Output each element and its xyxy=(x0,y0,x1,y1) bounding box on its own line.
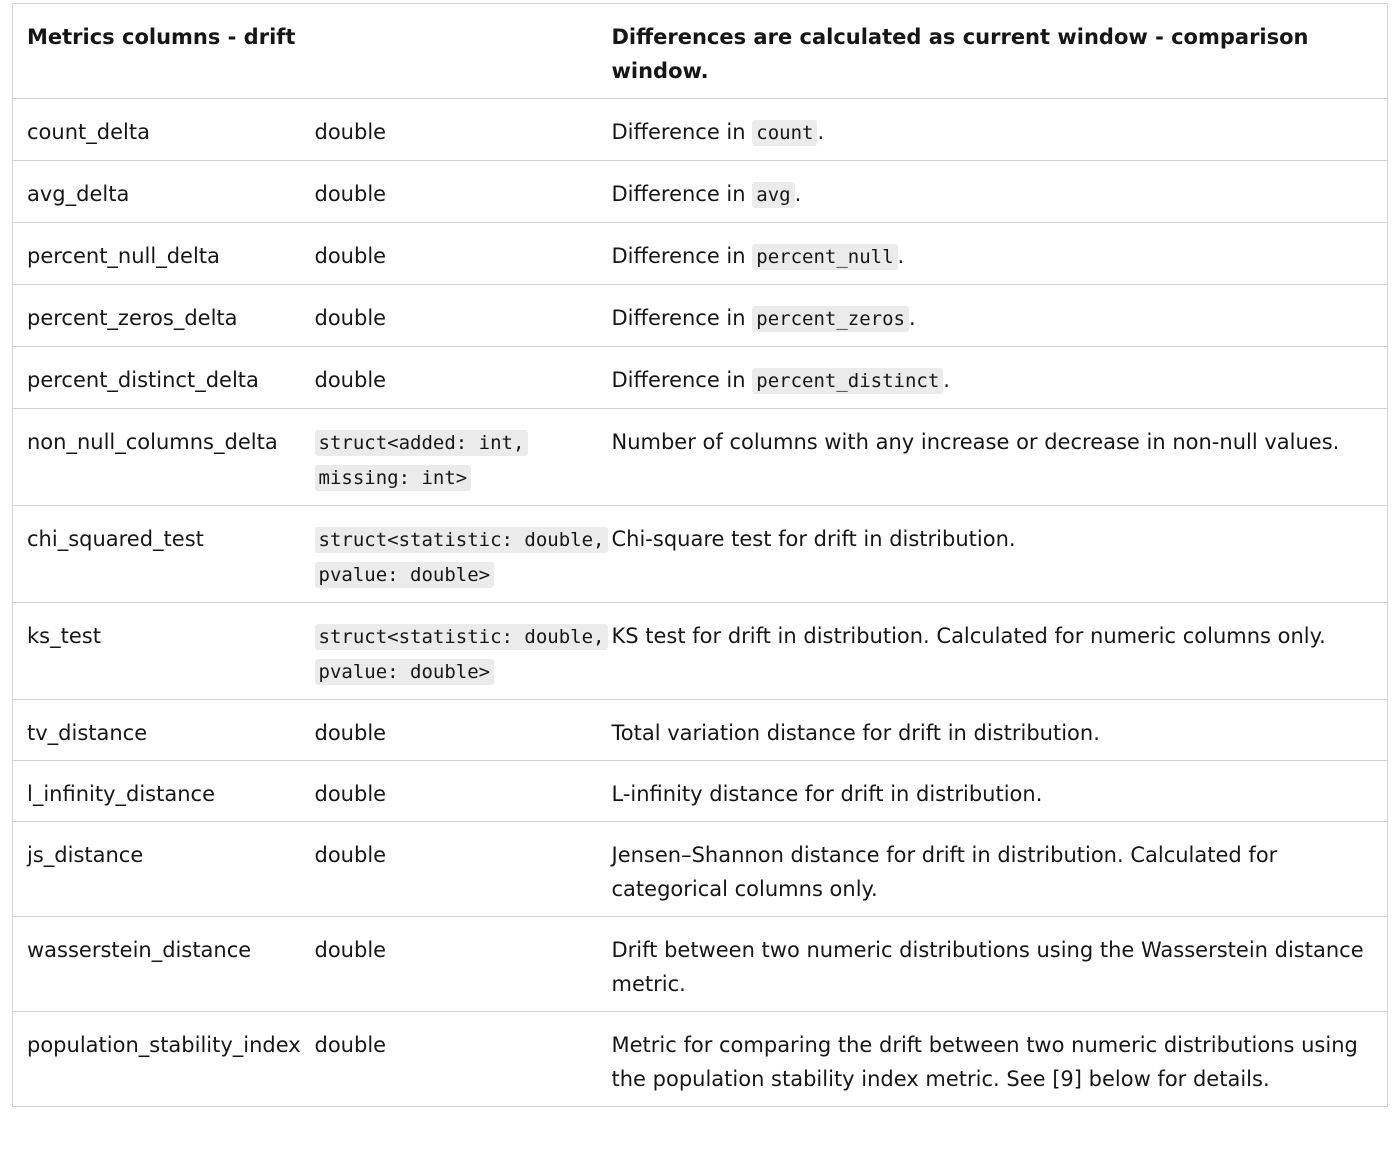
column-name-cell: ks_test xyxy=(13,603,315,700)
table-row xyxy=(13,603,1388,700)
description-text: Difference in xyxy=(611,306,753,330)
table-row xyxy=(13,99,1388,161)
description-code: percent_distinct xyxy=(752,368,943,394)
column-description-cell xyxy=(612,99,1388,161)
description-text: Chi-square test for drift in distribution. xyxy=(611,527,1016,551)
column-name-cell: chi_squared_test xyxy=(13,506,315,603)
table-row xyxy=(13,761,1388,822)
table-row xyxy=(13,409,1388,506)
description-text: Jensen–Shannon distance for drift in distribution. Calculated for categorical columns only. xyxy=(611,843,1278,901)
column-description-cell xyxy=(612,603,1388,700)
type-code: struct<statistic: double, pvalue: double> xyxy=(315,527,609,588)
description-suffix: . xyxy=(817,120,825,144)
description-code: percent_null xyxy=(752,244,897,270)
column-type-cell: double xyxy=(315,1012,612,1107)
column-description-cell xyxy=(612,161,1388,223)
description-text: Drift between two numeric distributions using the Wasserstein distance metric. xyxy=(611,938,1364,996)
description-code: count xyxy=(752,120,817,146)
description-text: L-infinity distance for drift in distribution. xyxy=(611,782,1043,806)
table-header-row xyxy=(13,4,1388,99)
description-text: Total variation distance for drift in distribution. xyxy=(611,721,1100,745)
column-name-cell: tv_distance xyxy=(13,700,315,761)
column-type-cell: double xyxy=(315,822,612,917)
table-row xyxy=(13,822,1388,917)
table-body xyxy=(13,4,1388,1107)
column-type-cell xyxy=(315,603,612,700)
header-name-cell: Metrics columns - drift xyxy=(13,4,315,99)
column-type-cell: double xyxy=(315,99,612,161)
column-type-cell: double xyxy=(315,285,612,347)
column-name-cell: percent_distinct_delta xyxy=(13,347,315,409)
column-name-cell: non_null_columns_delta xyxy=(13,409,315,506)
column-type-cell: double xyxy=(315,161,612,223)
description-code: avg xyxy=(752,182,794,208)
column-description-cell xyxy=(612,761,1388,822)
description-suffix: . xyxy=(943,368,950,392)
column-description-cell xyxy=(612,223,1388,285)
description-text: Number of columns with any increase or decrease in non-null values. xyxy=(611,430,1340,454)
description-text: KS test for drift in distribution. Calculated for numeric columns only. xyxy=(611,624,1326,648)
column-type-cell: double xyxy=(315,347,612,409)
column-type-cell: double xyxy=(315,917,612,1012)
column-description-cell xyxy=(612,285,1388,347)
description-suffix: . xyxy=(897,244,905,268)
header-type-cell xyxy=(315,4,612,99)
column-name-cell: js_distance xyxy=(13,822,315,917)
table-row xyxy=(13,917,1388,1012)
description-text: Difference in xyxy=(611,368,753,392)
description-text: Difference in xyxy=(611,244,753,268)
type-code: struct<added: int, missing: int> xyxy=(315,430,529,491)
column-description-cell xyxy=(612,1012,1388,1107)
column-description-cell xyxy=(612,822,1388,917)
table-row xyxy=(13,223,1388,285)
column-description-cell xyxy=(612,700,1388,761)
table-row xyxy=(13,285,1388,347)
description-suffix: . xyxy=(908,306,916,330)
table-row xyxy=(13,1012,1388,1107)
column-name-cell: population_stability_index xyxy=(13,1012,315,1107)
description-text: Metric for comparing the drift between two numeric distributions using the population stability index metric. See [9] below for details. xyxy=(611,1033,1358,1091)
metrics-drift-table xyxy=(12,3,1388,1107)
column-name-cell: l_infinity_distance xyxy=(13,761,315,822)
table-row xyxy=(13,161,1388,223)
type-code: struct<statistic: double, pvalue: double> xyxy=(315,624,609,685)
description-suffix: . xyxy=(794,182,802,206)
description-text: Difference in xyxy=(611,120,753,144)
table-row xyxy=(13,506,1388,603)
description-code: percent_zeros xyxy=(752,306,909,332)
header-description-cell: Differences are calculated as current window - comparison window. xyxy=(612,4,1388,99)
column-type-cell: double xyxy=(315,700,612,761)
column-name-cell: avg_delta xyxy=(13,161,315,223)
column-type-cell: double xyxy=(315,761,612,822)
description-text: Difference in xyxy=(611,182,753,206)
column-name-cell: percent_null_delta xyxy=(13,223,315,285)
column-name-cell: wasserstein_distance xyxy=(13,917,315,1012)
column-description-cell xyxy=(612,347,1388,409)
column-type-cell xyxy=(315,409,612,506)
column-type-cell xyxy=(315,506,612,603)
column-description-cell xyxy=(612,506,1388,603)
column-type-cell: double xyxy=(315,223,612,285)
column-description-cell xyxy=(612,409,1388,506)
column-description-cell xyxy=(612,917,1388,1012)
column-name-cell: count_delta xyxy=(13,99,315,161)
table-row xyxy=(13,347,1388,409)
column-name-cell: percent_zeros_delta xyxy=(13,285,315,347)
table-row xyxy=(13,700,1388,761)
